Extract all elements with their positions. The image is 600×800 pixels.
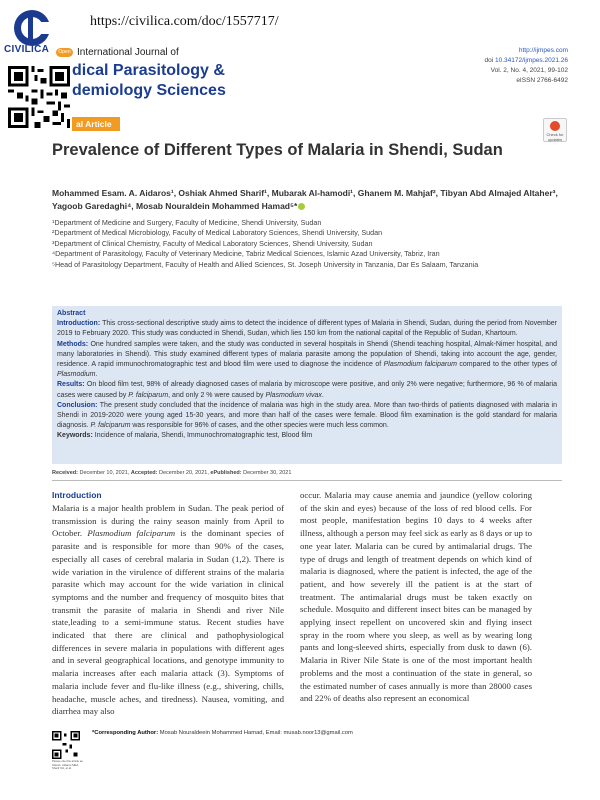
- check-for-updates-button[interactable]: [543, 118, 567, 142]
- updates-label: Check for updates: [546, 132, 564, 142]
- citation-qr-icon: [52, 731, 80, 759]
- abstract-methods: Methods: One hundred samples were taken, and the study was conducted in several hospitals in Shendi (Shendi teaching hospital, Almak-Nimer hospital, and many laboratories in Shendi). This study examined different types of malaria parasite among the population of Shendi, taking into account the age, gender, residence. A rapid immunochromatographic test and blood film were used to diagnose the incidence of Plasmodium falciparum compared to the other types of Plasmodium.: [57, 340, 557, 379]
- journal-title-line2: demiology Sciences: [72, 82, 226, 99]
- journal-meta: [484, 46, 568, 86]
- open-access-badge: Open: [56, 48, 73, 57]
- document-url[interactable]: https://civilica.com/doc/1557717/: [90, 14, 279, 29]
- body-text-right: occur. Malaria may cause anemia and jaundice (yellow coloring of the skin and eyes) because of the loss of red blood cells. For most people, manifestation begins 10 days to 4 weeks after illness, although a person may feel sick as early as 8 days or up to one year later. Malaria can be cured by antimalarial drugs. The type of drugs and length of treatment depends on which kind of malaria is diagnosed, where the patient is infected, the age of the patient, and how severely ill the patient is at the start of treatment. The antimalarial drugs must be taken exactly on schedule. Mosquito and different insect bites can be managed by applying insect repellent on uncovered skin and flying insect spray in the room where you sleep, as well as by wearing long pants and long-sleeved shirts, especially from dusk to dawn (6). Malaria in River Nile State is one of the most important health problems and the most a continuation of the state in general, so the estimated number of cases annually is more than 28000 cases and 22% of deaths also represent an economical: [300, 490, 532, 704]
- publication-dates: Received: December 10, 2021, Accepted: December 20, 2021, ePublished: December 30, 2021: [52, 470, 562, 481]
- affiliation-item: ²Department of Medical Microbiology, Faculty of Medical Laboratory Sciences, Shendi University, Sudan: [52, 228, 383, 238]
- eissn: eISSN 2766-6492: [516, 77, 568, 84]
- affiliation-item: ⁵Head of Parasitology Department, Faculty of Health and Allied Sciences, St. Joseph University in Tanzania, Dar Es Salaam, Tanzania: [52, 259, 479, 269]
- qr-caption: Please cite this article as follows: Aidaros MEA, Sharif OA, et al.: [52, 759, 83, 771]
- civilica-logo-text: CIVILICA: [4, 44, 50, 55]
- abstract-box: [52, 306, 562, 464]
- author-names: Mohammed Esam. A. Aidaros¹, Oshiak Ahmed Sharif¹, Mubarak Al-hamodi¹, Ghanem M. Mahjaf², Tibyan Abd Almajed Altaher³, Yagoob Garedaghi⁴, Mosab Nouraldein Mohammed Hamad⁵*: [52, 188, 558, 211]
- introduction-text: Malaria is a major health problem in Sudan. The peak period of transmission is during the rainy season mainly from April to October. Plasmodium falciparum is the dominant species of parasite and is responsible for more than 90% of the cases, especially all cases of cerebral malaria in Sudan (1,2). There is wide variation in the virulence of different strains of the malaria parasite which may account for the wide variation in clinical symptoms and the number and frequency of mosquito bites that transmit the parasite of malaria in Shendi and river Nile state,leading to a semi-immune status. Recent studies have indicated that there are clinical and pathophysiological differences in severe malaria in populations with different ages and in several geographical locations, and genotype immunity to malaria increases after each malaria attack (3). Symptoms of malaria include fever and flu-like illness (e.g., shivering, chills, headache, muscle aches, and tiredness). Nausea, vomiting, and diarrhea may also: [52, 503, 285, 717]
- doi-label: doi: [484, 57, 494, 64]
- abstract-keywords: Keywords: Incidence of malaria, Shendi, Immunochromatographic test, Blood film: [57, 432, 313, 440]
- affiliation-item: ³Department of Clinical Chemistry, Faculty of Medical Laboratory Sciences, Shendi University, Sudan: [52, 238, 373, 248]
- affiliation-item: ¹Department of Medicine and Surgery, Faculty of Medicine, Shendi University, Sudan: [52, 218, 322, 227]
- corresponding-author: *Corresponding Author: Mosab Nouraldeein Mohammed Hamad, Email: musab.noor13@gmail.com: [92, 730, 353, 736]
- article-type-tag: al Article: [72, 117, 120, 131]
- affiliation-item: ⁴Department of Parasitology, Faculty of Veterinary Medicine, Tabriz Medical Sciences, Islamic Azad University, Tabriz, Iran: [52, 249, 440, 259]
- journal-site-link[interactable]: http://ijmpes.com: [518, 47, 568, 54]
- body-column-right: [300, 489, 532, 705]
- journal-intl: International Journal of: [77, 47, 179, 58]
- introduction-heading: Introduction: [52, 490, 102, 500]
- body-column-left: [52, 489, 284, 718]
- author-list: [52, 187, 562, 213]
- journal-title-line1: dical Parasitology &: [72, 62, 225, 79]
- doi-link[interactable]: 10.34172/ijmpes.2021.26: [494, 57, 568, 64]
- affiliations: [52, 218, 557, 270]
- orcid-icon[interactable]: [298, 203, 305, 210]
- article-title: Prevalence of Different Types of Malaria in Shendi, Sudan: [52, 141, 503, 159]
- civilica-logo-icon[interactable]: [8, 8, 56, 48]
- updates-icon: [550, 121, 560, 131]
- abstract-results: Results: On blood film test, 98% of already diagnosed cases of malaria by microscope were positive, and only 2% were negative; furthermore, 96 % of malaria cases were caused by P. falciparum, and only 2 % were caused by Plasmodium vivax.: [57, 381, 557, 399]
- qr-code-icon: [8, 66, 70, 128]
- abstract-conclusion: Conclusion: The present study concluded that the incidence of malaria was high in the study area. More than two-thirds of patients diagnosed with malaria in Shendi in 2019-2020 were young aged 15-30 years, and more than half of the cases were female. Blood film examination is the gold standard for malaria diagnosis. P. falciparum was responsible for 96% of cases, and the other species were much less common.: [57, 401, 557, 430]
- doi-line: [484, 56, 568, 66]
- volume-info: Vol. 2, No. 4, 2021, 99-102: [490, 67, 568, 74]
- abstract-heading: Abstract: [57, 310, 86, 317]
- abstract-introduction: Introduction: This cross-sectional descriptive study aims to detect the incidence of different types of Malaria in Shendi, Sudan, during the period from November 2019 to February 2020. This study was conducted in Shendi, Sudan, which lies 150 km from the national capital of the Republic of Sudan, Khartoum.: [57, 320, 557, 338]
